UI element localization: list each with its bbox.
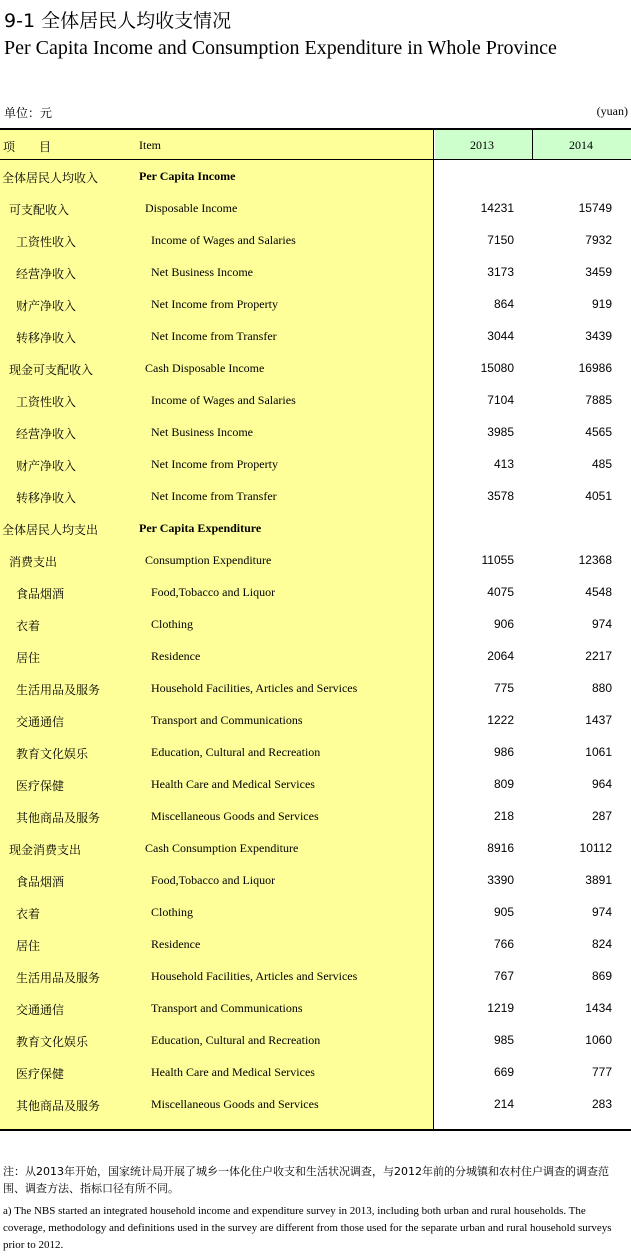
value-2014: 3459 xyxy=(585,265,612,279)
row-label-en: Transport and Communications xyxy=(151,713,303,727)
value-2014: 1061 xyxy=(585,745,612,759)
row-label-cn: 其他商品及服务 xyxy=(16,811,101,825)
value-2013: 3173 xyxy=(487,265,514,279)
value-2013: 767 xyxy=(493,969,514,983)
value-2013: 14231 xyxy=(480,201,514,215)
row-label-en: Cash Consumption Expenditure xyxy=(145,841,299,855)
row-label-cn: 居住 xyxy=(16,651,41,665)
value-2014: 1437 xyxy=(585,713,612,727)
row-label-cn: 交通通信 xyxy=(16,1003,65,1017)
row-label-cn: 生活用品及服务 xyxy=(16,971,101,985)
row-label-cn: 衣着 xyxy=(16,907,41,921)
table-row xyxy=(0,992,631,1024)
table-row xyxy=(0,512,631,544)
row-label-en: Cash Disposable Income xyxy=(145,361,265,375)
row-label-cn: 教育文化娱乐 xyxy=(16,747,89,761)
value-2014: 2217 xyxy=(585,649,612,663)
table-row xyxy=(0,928,631,960)
row-label-en: Net Income from Transfer xyxy=(151,329,277,343)
row-label-en: Education, Cultural and Recreation xyxy=(151,745,321,759)
value-2013: 1219 xyxy=(487,1001,514,1015)
table-row xyxy=(0,864,631,896)
header-divider xyxy=(532,130,533,159)
value-2013: 1222 xyxy=(487,713,514,727)
row-label-cn: 经营净收入 xyxy=(16,427,77,441)
row-label-en: Per Capita Income xyxy=(139,169,236,183)
value-2013: 809 xyxy=(493,777,514,791)
value-2013: 3985 xyxy=(487,425,514,439)
value-2014: 15749 xyxy=(578,201,612,215)
value-2013: 766 xyxy=(493,937,514,951)
table-row xyxy=(0,352,631,384)
row-label-en: Clothing xyxy=(151,905,194,919)
value-2014: 3439 xyxy=(585,329,612,343)
value-2014: 824 xyxy=(591,937,612,951)
row-label-en: Transport and Communications xyxy=(151,1001,303,1015)
value-2014: 16986 xyxy=(578,361,612,375)
value-2014: 974 xyxy=(591,617,612,631)
value-2013: 218 xyxy=(493,809,514,823)
value-2014: 880 xyxy=(591,681,612,695)
row-label-en: Per Capita Expenditure xyxy=(139,521,262,535)
table-row xyxy=(0,416,631,448)
row-label-en: Miscellaneous Goods and Services xyxy=(151,809,319,823)
table-body xyxy=(0,160,631,1120)
row-label-en: Household Facilities, Articles and Services xyxy=(151,681,358,695)
value-2013: 864 xyxy=(493,297,514,311)
header-year-2013: 2013 xyxy=(470,138,494,152)
footnote-en: a) The NBS started an integrated household income and expenditure survey in 2013, including both urban and rural households. The coverage, methodology and definitions used in the survey are different from those used for the separate urban and rural household surveys prior to 2012. xyxy=(3,1205,612,1251)
row-label-cn: 财产净收入 xyxy=(16,459,77,473)
table-row xyxy=(0,1056,631,1088)
row-label-cn: 生活用品及服务 xyxy=(16,683,101,697)
table-row xyxy=(0,544,631,576)
value-2014: 919 xyxy=(591,297,612,311)
value-2013: 3390 xyxy=(487,873,514,887)
row-label-en: Health Care and Medical Services xyxy=(151,1065,315,1079)
value-2014: 1060 xyxy=(585,1033,612,1047)
value-2014: 4565 xyxy=(585,425,612,439)
row-label-cn: 可支配收入 xyxy=(9,203,70,217)
table-header xyxy=(0,130,631,160)
row-label-cn: 医疗保健 xyxy=(16,1067,65,1081)
value-2014: 287 xyxy=(591,809,612,823)
value-2013: 7104 xyxy=(487,393,514,407)
row-label-cn: 现金可支配收入 xyxy=(9,363,94,377)
value-2014: 777 xyxy=(591,1065,612,1079)
row-label-en: Net Income from Property xyxy=(151,457,278,471)
table-row xyxy=(0,832,631,864)
value-2013: 15080 xyxy=(480,361,514,375)
header-item-cn: 项 目 xyxy=(3,140,52,154)
table-row xyxy=(0,704,631,736)
table-row xyxy=(0,160,631,192)
row-label-en: Net Income from Transfer xyxy=(151,489,277,503)
row-label-en: Education, Cultural and Recreation xyxy=(151,1033,321,1047)
value-2014: 964 xyxy=(591,777,612,791)
row-label-en: Food,Tobacco and Liquor xyxy=(151,873,276,887)
page-title-en: Per Capita Income and Consumption Expenditure in Whole Province xyxy=(4,37,557,59)
row-label-cn: 经营净收入 xyxy=(16,267,77,281)
footnote-cn: 注：从2013年开始，国家统计局开展了城乡一体化住户收支和生活状况调查，与2012年前的分城镇和农村住户调查的调查范围、调查方法、指标口径有所不同。 xyxy=(3,1165,609,1195)
value-2013: 8916 xyxy=(487,841,514,855)
value-2013: 3578 xyxy=(487,489,514,503)
value-2013: 985 xyxy=(493,1033,514,1047)
value-2014: 7885 xyxy=(585,393,612,407)
value-2014: 4051 xyxy=(585,489,612,503)
value-2014: 1434 xyxy=(585,1001,612,1015)
row-label-cn: 全体居民人均收入 xyxy=(2,171,99,185)
table-row xyxy=(0,1024,631,1056)
value-2014: 10112 xyxy=(579,841,612,855)
table-row xyxy=(0,736,631,768)
row-label-en: Net Business Income xyxy=(151,425,253,439)
table-row xyxy=(0,1088,631,1120)
table-row xyxy=(0,320,631,352)
table-row xyxy=(0,224,631,256)
header-item-en: Item xyxy=(139,138,161,152)
row-label-en: Income of Wages and Salaries xyxy=(151,393,296,407)
value-2014: 3891 xyxy=(585,873,612,887)
row-label-cn: 转移净收入 xyxy=(16,331,77,345)
table-row xyxy=(0,480,631,512)
row-label-en: Net Business Income xyxy=(151,265,253,279)
table-row xyxy=(0,608,631,640)
table-row xyxy=(0,672,631,704)
value-2014: 283 xyxy=(591,1097,612,1111)
row-label-cn: 工资性收入 xyxy=(16,235,77,249)
data-table xyxy=(0,128,631,1131)
table-row xyxy=(0,800,631,832)
value-2014: 974 xyxy=(591,905,612,919)
row-label-en: Disposable Income xyxy=(145,201,238,215)
value-2013: 906 xyxy=(493,617,514,631)
row-label-cn: 居住 xyxy=(16,939,41,953)
row-label-cn: 全体居民人均支出 xyxy=(2,523,99,537)
value-2013: 214 xyxy=(493,1097,514,1111)
row-label-cn: 消费支出 xyxy=(9,555,58,569)
unit-label-en: (yuan) xyxy=(596,104,628,118)
row-label-cn: 转移净收入 xyxy=(16,491,77,505)
value-2013: 775 xyxy=(493,681,514,695)
value-2014: 7932 xyxy=(585,233,612,247)
row-label-en: Net Income from Property xyxy=(151,297,278,311)
value-2013: 669 xyxy=(493,1065,514,1079)
row-label-en: Clothing xyxy=(151,617,194,631)
table-row xyxy=(0,256,631,288)
row-label-en: Residence xyxy=(151,649,201,663)
row-label-en: Residence xyxy=(151,937,201,951)
page-title-cn: 9-1 全体居民人均收支情况 xyxy=(4,10,232,32)
value-2013: 3044 xyxy=(487,329,514,343)
table-row xyxy=(0,640,631,672)
row-label-cn: 现金消费支出 xyxy=(9,843,82,857)
row-label-cn: 衣着 xyxy=(16,619,41,633)
table-row xyxy=(0,960,631,992)
table-row xyxy=(0,384,631,416)
row-label-cn: 教育文化娱乐 xyxy=(16,1035,89,1049)
unit-label-cn: 单位：元 xyxy=(4,106,53,120)
row-label-cn: 工资性收入 xyxy=(16,395,77,409)
value-2013: 413 xyxy=(493,457,514,471)
row-label-cn: 食品烟酒 xyxy=(16,875,65,889)
value-2013: 4075 xyxy=(487,585,514,599)
value-2014: 869 xyxy=(591,969,612,983)
table-row xyxy=(0,448,631,480)
value-2013: 11055 xyxy=(481,553,514,567)
table-row xyxy=(0,192,631,224)
value-2014: 4548 xyxy=(585,585,612,599)
value-2013: 986 xyxy=(493,745,514,759)
row-label-en: Consumption Expenditure xyxy=(145,553,272,567)
value-2013: 2064 xyxy=(487,649,514,663)
header-year-2014: 2014 xyxy=(569,138,593,152)
row-label-cn: 交通通信 xyxy=(16,715,65,729)
row-label-en: Household Facilities, Articles and Services xyxy=(151,969,358,983)
row-label-cn: 食品烟酒 xyxy=(16,587,65,601)
value-2013: 7150 xyxy=(487,233,514,247)
row-label-cn: 财产净收入 xyxy=(16,299,77,313)
value-2014: 485 xyxy=(591,457,612,471)
table-row xyxy=(0,768,631,800)
row-label-en: Health Care and Medical Services xyxy=(151,777,315,791)
row-label-cn: 医疗保健 xyxy=(16,779,65,793)
row-label-en: Income of Wages and Salaries xyxy=(151,233,296,247)
row-label-en: Food,Tobacco and Liquor xyxy=(151,585,276,599)
row-label-cn: 其他商品及服务 xyxy=(16,1099,101,1113)
value-2014: 12368 xyxy=(578,553,612,567)
row-label-en: Miscellaneous Goods and Services xyxy=(151,1097,319,1111)
table-row xyxy=(0,288,631,320)
table-row xyxy=(0,896,631,928)
table-row xyxy=(0,576,631,608)
value-2013: 905 xyxy=(493,905,514,919)
